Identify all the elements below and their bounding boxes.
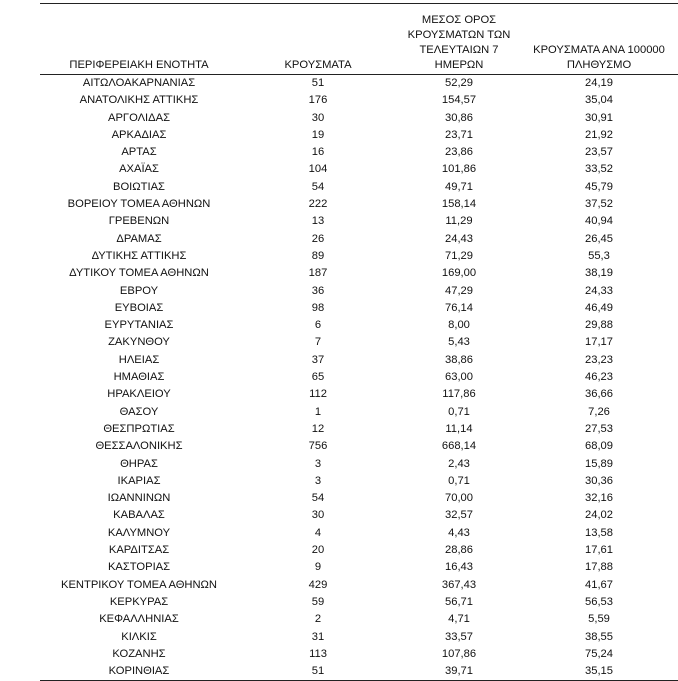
cell-regional-unit: ΑΡΤΑΣ <box>121 146 157 159</box>
cell-7day-average: 71,29 <box>445 249 473 262</box>
cell-regional-unit: ΓΡΕΒΕΝΩΝ <box>108 215 170 228</box>
cell-cases: 12 <box>311 422 325 435</box>
table-row <box>40 92 678 109</box>
cell-cases: 19 <box>311 128 325 141</box>
table-row <box>40 507 678 524</box>
header-line: ΚΡΟΥΣΜΑΤΩΝ ΤΩΝ <box>407 29 511 41</box>
cell-cases-per-100k: 15,89 <box>585 457 613 470</box>
cell-cases-per-100k: 32,16 <box>585 492 613 505</box>
cell-regional-unit: ΑΝΑΤΟΛΙΚΗΣ ΑΤΤΙΚΗΣ <box>79 94 199 107</box>
cell-cases-per-100k: 24,33 <box>585 284 613 297</box>
table-row <box>40 577 678 594</box>
table-row <box>40 646 678 663</box>
cell-cases-per-100k: 75,24 <box>585 647 613 660</box>
cell-cases: 26 <box>311 232 325 245</box>
table-row <box>40 473 678 490</box>
cell-cases: 51 <box>311 77 325 89</box>
cell-regional-unit: ΘΕΣΠΡΩΤΙΑΣ <box>103 422 175 435</box>
table-body <box>40 75 678 681</box>
table-row <box>40 594 678 611</box>
cell-cases: 89 <box>311 249 325 262</box>
cell-cases-per-100k: 38,55 <box>585 630 613 643</box>
cell-regional-unit: ΔΥΤΙΚΟΥ ΤΟΜΕΑ ΑΘΗΝΩΝ <box>69 267 209 280</box>
cell-7day-average: 23,86 <box>445 146 473 159</box>
cell-7day-average: 0,71 <box>448 405 470 418</box>
cell-7day-average: 24,43 <box>445 232 473 245</box>
cell-cases: 30 <box>311 509 325 522</box>
cell-cases: 187 <box>308 267 328 280</box>
cell-regional-unit: ΘΗΡΑΣ <box>120 457 158 470</box>
cell-cases-per-100k: 56,53 <box>585 595 613 608</box>
cell-cases-per-100k: 41,67 <box>585 578 613 591</box>
cell-regional-unit: ΕΒΡΟΥ <box>119 284 159 297</box>
cell-7day-average: 158,14 <box>441 198 477 211</box>
cell-7day-average: 4,71 <box>448 613 470 626</box>
table-row <box>40 352 678 369</box>
cell-regional-unit: ΙΩΑΝΝΙΝΩΝ <box>107 492 171 505</box>
cell-7day-average: 107,86 <box>441 647 477 660</box>
cell-cases-per-100k: 26,45 <box>585 232 613 245</box>
header-cases <box>238 13 398 75</box>
cell-cases-per-100k: 24,19 <box>585 77 613 89</box>
cell-cases: 3 <box>314 474 322 487</box>
header-cases-per-100k <box>520 13 678 75</box>
cell-regional-unit: ΚΕΡΚΥΡΑΣ <box>109 595 169 608</box>
cell-cases-per-100k: 40,94 <box>585 215 613 228</box>
cell-cases-per-100k: 23,57 <box>585 146 613 159</box>
cell-7day-average: 367,43 <box>441 578 477 591</box>
cell-cases-per-100k: 46,49 <box>585 301 613 314</box>
table-row <box>40 438 678 455</box>
cell-7day-average: 11,29 <box>445 215 473 228</box>
table-header-row <box>40 13 678 75</box>
table-row <box>40 663 678 681</box>
table-row <box>40 559 678 576</box>
cell-regional-unit: ΑΡΓΟΛΙΔΑΣ <box>107 111 171 124</box>
table-row <box>40 369 678 386</box>
cell-cases: 36 <box>311 284 325 297</box>
cell-7day-average: 101,86 <box>441 163 477 176</box>
cell-regional-unit: ΚΕΦΑΛΛΗΝΙΑΣ <box>99 613 179 626</box>
cell-regional-unit: ΒΟΙΩΤΙΑΣ <box>113 180 165 193</box>
cell-regional-unit: ΘΑΣΟΥ <box>119 405 159 418</box>
cell-7day-average: 39,71 <box>398 663 520 681</box>
cell-cases: 65 <box>311 371 325 384</box>
cell-regional-unit: ΚΟΖΑΝΗΣ <box>112 647 166 660</box>
table-top-rule <box>40 3 678 4</box>
cell-cases-per-100k: 17,17 <box>585 336 613 349</box>
header-line: ΚΡΟΥΣΜΑΤΑ <box>284 59 352 71</box>
cell-regional-unit: ΕΥΒΟΙΑΣ <box>114 301 164 314</box>
table-row <box>40 456 678 473</box>
cell-cases-per-100k: 17,61 <box>585 544 613 557</box>
cell-7day-average: 23,71 <box>445 128 473 141</box>
cell-cases-per-100k: 35,15 <box>520 663 678 681</box>
cell-cases: 98 <box>311 301 325 314</box>
cell-cases: 37 <box>311 353 325 366</box>
cell-cases-per-100k: 29,88 <box>585 319 613 332</box>
cell-7day-average: 668,14 <box>441 440 477 453</box>
cell-cases-per-100k: 27,53 <box>585 422 613 435</box>
cell-7day-average: 0,71 <box>448 474 470 487</box>
cell-cases: 54 <box>311 492 325 505</box>
table-row <box>40 542 678 559</box>
cell-cases: 31 <box>311 630 325 643</box>
cell-regional-unit: ΗΡΑΚΛΕΙΟΥ <box>107 388 171 401</box>
cell-7day-average: 11,14 <box>445 422 473 435</box>
table-row <box>40 334 678 351</box>
cell-regional-unit: ΖΑΚΥΝΘΟΥ <box>108 336 170 349</box>
cell-regional-unit: ΗΜΑΘΙΑΣ <box>113 371 165 384</box>
header-line: ΤΕΛΕΥΤΑΙΩΝ 7 ΗΜΕΡΩΝ <box>419 44 499 71</box>
regional-cases-table <box>40 13 678 681</box>
table-row <box>40 317 678 334</box>
cell-cases: 104 <box>308 163 328 176</box>
cell-7day-average: 169,00 <box>441 267 477 280</box>
cell-cases-per-100k: 30,36 <box>585 474 613 487</box>
cell-7day-average: 33,57 <box>445 630 473 643</box>
cell-cases: 756 <box>308 440 328 453</box>
cell-cases: 4 <box>314 526 322 539</box>
cell-regional-unit: ΚΙΛΚΙΣ <box>121 630 157 643</box>
cell-cases-per-100k: 37,52 <box>585 198 613 211</box>
table-row <box>40 144 678 161</box>
cell-7day-average: 63,00 <box>445 371 473 384</box>
cell-7day-average: 76,14 <box>445 301 473 314</box>
cell-cases: 222 <box>308 198 328 211</box>
cell-7day-average: 30,86 <box>445 111 473 124</box>
cell-regional-unit: ΚΑΣΤΟΡΙΑΣ <box>107 561 171 574</box>
cell-cases-per-100k: 30,91 <box>585 111 613 124</box>
cell-cases-per-100k: 17,88 <box>585 561 613 574</box>
table-row <box>40 629 678 646</box>
cell-regional-unit: ΗΛΕΙΑΣ <box>118 353 160 366</box>
cell-regional-unit: ΔΥΤΙΚΗΣ ΑΤΤΙΚΗΣ <box>91 249 187 262</box>
cell-cases: 6 <box>314 319 322 332</box>
cell-cases: 7 <box>314 336 322 349</box>
cell-regional-unit: ΔΡΑΜΑΣ <box>116 232 162 245</box>
cell-cases: 2 <box>314 613 322 626</box>
table-row <box>40 196 678 213</box>
cell-cases: 9 <box>314 561 322 574</box>
cell-cases-per-100k: 33,52 <box>585 163 613 176</box>
cell-cases: 112 <box>309 388 327 401</box>
cell-cases-per-100k: 13,58 <box>585 526 613 539</box>
cell-7day-average: 56,71 <box>445 595 473 608</box>
cell-regional-unit: ΑΡΚΑΔΙΑΣ <box>111 128 167 141</box>
header-line: ΠΛΗΘΥΣΜΟ <box>566 59 632 71</box>
cell-7day-average: 52,29 <box>445 77 473 89</box>
cell-cases: 59 <box>311 595 325 608</box>
table-row <box>40 404 678 421</box>
table-row <box>40 421 678 438</box>
cell-cases: 176 <box>308 94 328 107</box>
table-row <box>40 75 678 93</box>
cell-cases: 13 <box>311 215 325 228</box>
cell-7day-average: 117,86 <box>442 388 476 401</box>
cell-cases-per-100k: 55,3 <box>588 249 610 262</box>
cell-cases: 3 <box>314 457 322 470</box>
cell-cases-per-100k: 24,02 <box>585 509 613 522</box>
cell-cases: 30 <box>311 111 325 124</box>
cell-regional-unit: ΚΕΝΤΡΙΚΟΥ ΤΟΜΕΑ ΑΘΗΝΩΝ <box>60 578 217 591</box>
table-row <box>40 283 678 300</box>
header-regional-unit <box>40 13 238 75</box>
table-row <box>40 127 678 144</box>
cell-7day-average: 5,43 <box>448 336 470 349</box>
cell-7day-average: 47,29 <box>445 284 473 297</box>
cell-regional-unit: ΚΑΡΔΙΤΣΑΣ <box>108 544 170 557</box>
cell-cases-per-100k: 5,59 <box>588 613 610 626</box>
cell-7day-average: 16,43 <box>445 561 473 574</box>
cell-regional-unit: ΒΟΡΕΙΟΥ ΤΟΜΕΑ ΑΘΗΝΩΝ <box>67 198 211 211</box>
header-line: ΚΡΟΥΣΜΑΤΑ ΑΝΑ 100000 <box>533 44 665 56</box>
cell-7day-average: 4,43 <box>448 526 470 539</box>
cell-7day-average: 32,57 <box>445 509 473 522</box>
cell-regional-unit: ΚΟΡΙΝΘΙΑΣ <box>40 663 238 681</box>
cell-cases: 54 <box>311 180 325 193</box>
cell-regional-unit: ΑΧΑΪΑΣ <box>119 163 159 176</box>
header-line: ΜΕΣΟΣ ΟΡΟΣ <box>421 14 497 26</box>
header-7day-average <box>398 13 520 75</box>
cell-cases-per-100k: 7,26 <box>588 405 610 418</box>
cell-cases-per-100k: 23,23 <box>585 353 613 366</box>
cell-cases-per-100k: 35,04 <box>585 94 613 107</box>
cell-7day-average: 2,43 <box>448 457 470 470</box>
table-row <box>40 265 678 282</box>
table-row <box>40 248 678 265</box>
cell-regional-unit: ΙΚΑΡΙΑΣ <box>117 474 161 487</box>
cell-cases-per-100k: 21,92 <box>585 128 613 141</box>
table-row <box>40 161 678 178</box>
cell-7day-average: 49,71 <box>445 180 473 193</box>
cell-cases-per-100k: 36,66 <box>585 388 613 401</box>
cell-cases: 20 <box>311 544 325 557</box>
cell-7day-average: 154,57 <box>441 94 477 107</box>
cell-cases: 16 <box>311 146 325 159</box>
cell-cases-per-100k: 68,09 <box>585 440 613 453</box>
cell-regional-unit: ΕΥΡΥΤΑΝΙΑΣ <box>104 319 174 332</box>
cell-regional-unit: ΘΕΣΣΑΛΟΝΙΚΗΣ <box>95 440 183 453</box>
table-row <box>40 611 678 628</box>
table-row <box>40 490 678 507</box>
table-row <box>40 525 678 542</box>
cell-regional-unit: ΚΑΛΥΜΝΟΥ <box>107 526 171 539</box>
cell-regional-unit: ΚΑΒΑΛΑΣ <box>113 509 165 522</box>
header-line: ΠΕΡΙΦΕΡΕΙΑΚΗ ΕΝΟΤΗΤΑ <box>69 59 209 71</box>
table-row <box>40 386 678 403</box>
table-row <box>40 300 678 317</box>
cell-7day-average: 28,86 <box>445 544 473 557</box>
table-row <box>40 213 678 230</box>
cell-cases: 429 <box>308 578 328 591</box>
cell-cases-per-100k: 45,79 <box>585 180 613 193</box>
table-row <box>40 231 678 248</box>
cell-cases-per-100k: 46,23 <box>585 371 613 384</box>
cell-7day-average: 8,00 <box>448 319 470 332</box>
cell-7day-average: 38,86 <box>445 353 473 366</box>
cell-cases: 113 <box>309 647 327 660</box>
table-row <box>40 179 678 196</box>
cell-cases-per-100k: 38,19 <box>585 267 613 280</box>
table-row <box>40 110 678 127</box>
cell-cases: 51 <box>238 663 398 681</box>
cell-regional-unit: ΑΙΤΩΛΟΑΚΑΡΝΑΝΙΑΣ <box>82 77 196 89</box>
cell-cases: 1 <box>314 405 322 418</box>
cell-7day-average: 70,00 <box>445 492 473 505</box>
